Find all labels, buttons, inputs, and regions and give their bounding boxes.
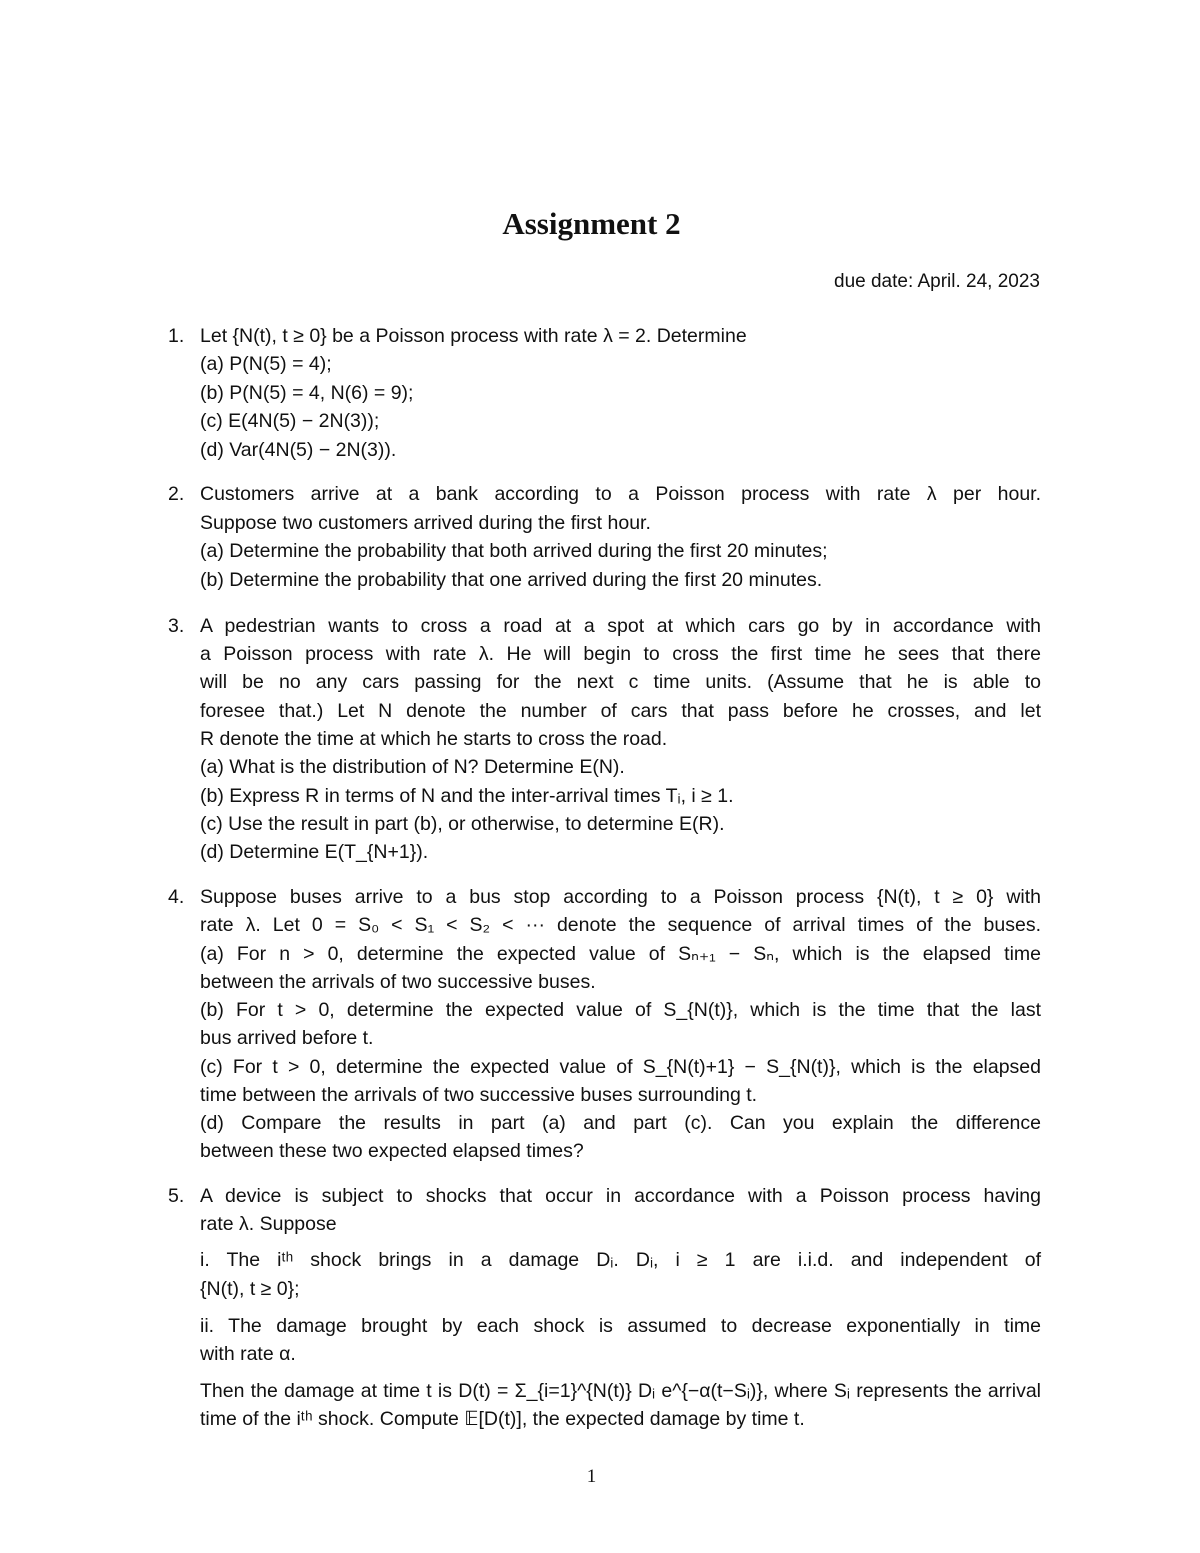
- problem-5-line: {N(t), t ≥ 0};: [200, 1278, 300, 1300]
- problem-4-line: rate λ. Let 0 = S₀ < S₁ < S₂ < ··· denote the sequence of arrival times of the buses.: [200, 914, 1041, 936]
- problem-3-line: foresee that.) Let N denote the number of cars that pass before he crosses, and let: [200, 700, 1041, 722]
- problem-5-line: Then the damage at time t is D(t) = Σ_{i=1}^{N(t)} Dᵢ e^{−α(t−Sᵢ)}, where Sᵢ represents the arrival: [200, 1380, 1041, 1402]
- problem-1-line: (d) Var(4N(5) − 2N(3)).: [200, 439, 397, 461]
- problem-3-line: (c) Use the result in part (b), or otherwise, to determine E(R).: [200, 813, 725, 835]
- problem-5-line: time of the iᵗʰ shock. Compute 𝔼[D(t)], the expected damage by time t.: [200, 1408, 805, 1430]
- problem-1-number: 1.: [168, 325, 185, 347]
- problem-5-line: with rate α.: [200, 1343, 296, 1365]
- problem-2-line: (b) Determine the probability that one arrived during the first 20 minutes.: [200, 569, 823, 591]
- problem-1-line: (c) E(4N(5) − 2N(3));: [200, 410, 380, 432]
- problem-2-line: Suppose two customers arrived during the first hour.: [200, 512, 651, 534]
- problem-4-line: (d) Compare the results in part (a) and part (c). Can you explain the difference: [200, 1112, 1041, 1134]
- problem-5-line: A device is subject to shocks that occur in accordance with a Poisson process having: [200, 1185, 1041, 1207]
- problem-4-number: 4.: [168, 886, 185, 908]
- problem-5-line: ii. The damage brought by each shock is assumed to decrease exponentially in time: [200, 1315, 1041, 1337]
- problem-4-line: Suppose buses arrive to a bus stop according to a Poisson process {N(t), t ≥ 0} with: [200, 886, 1041, 908]
- problem-3-line: (a) What is the distribution of N? Determine E(N).: [200, 756, 625, 778]
- problem-3-number: 3.: [168, 615, 185, 637]
- problem-1-line: Let {N(t), t ≥ 0} be a Poisson process with rate λ = 2. Determine: [200, 325, 747, 347]
- problem-4-line: (c) For t > 0, determine the expected value of S_{N(t)+1} − S_{N(t)}, which is the elapsed: [200, 1056, 1041, 1078]
- problem-4-line: (a) For n > 0, determine the expected value of Sₙ₊₁ − Sₙ, which is the elapsed time: [200, 943, 1041, 965]
- problem-4-line: time between the arrivals of two successive buses surrounding t.: [200, 1084, 758, 1106]
- problem-2-line: Customers arrive at a bank according to a Poisson process with rate λ per hour.: [200, 483, 1041, 505]
- problem-4-line: between the arrivals of two successive buses.: [200, 971, 596, 993]
- problem-5-line: i. The iᵗʰ shock brings in a damage Dᵢ. Dᵢ, i ≥ 1 are i.i.d. and independent of: [200, 1249, 1041, 1271]
- problem-2-line: (a) Determine the probability that both arrived during the first 20 minutes;: [200, 540, 828, 562]
- problem-3-line: (b) Express R in terms of N and the inter-arrival times Tᵢ, i ≥ 1.: [200, 785, 734, 807]
- problem-3-line: a Poisson process with rate λ. He will begin to cross the first time he sees that there: [200, 643, 1041, 665]
- page-title: Assignment 2: [502, 206, 681, 241]
- problem-3-line: R denote the time at which he starts to cross the road.: [200, 728, 668, 750]
- problem-4-line: between these two expected elapsed times?: [200, 1140, 584, 1162]
- problem-2-number: 2.: [168, 483, 185, 505]
- problem-3-line: A pedestrian wants to cross a road at a spot at which cars go by in accordance with: [200, 615, 1041, 637]
- problem-4-line: bus arrived before t.: [200, 1027, 374, 1049]
- due-date: due date: April. 24, 2023: [834, 271, 1040, 292]
- problem-3-line: (d) Determine E(T_{N+1}).: [200, 841, 429, 863]
- problem-3-line: will be no any cars passing for the next c time units. (Assume that he is able to: [200, 671, 1041, 693]
- problem-1-line: (a) P(N(5) = 4);: [200, 353, 332, 375]
- problem-4-line: (b) For t > 0, determine the expected value of S_{N(t)}, which is the time that the last: [200, 999, 1041, 1021]
- problem-5-line: rate λ. Suppose: [200, 1213, 337, 1235]
- problem-5-number: 5.: [168, 1185, 185, 1207]
- problem-1-line: (b) P(N(5) = 4, N(6) = 9);: [200, 382, 414, 404]
- page-number: 1: [586, 1466, 597, 1487]
